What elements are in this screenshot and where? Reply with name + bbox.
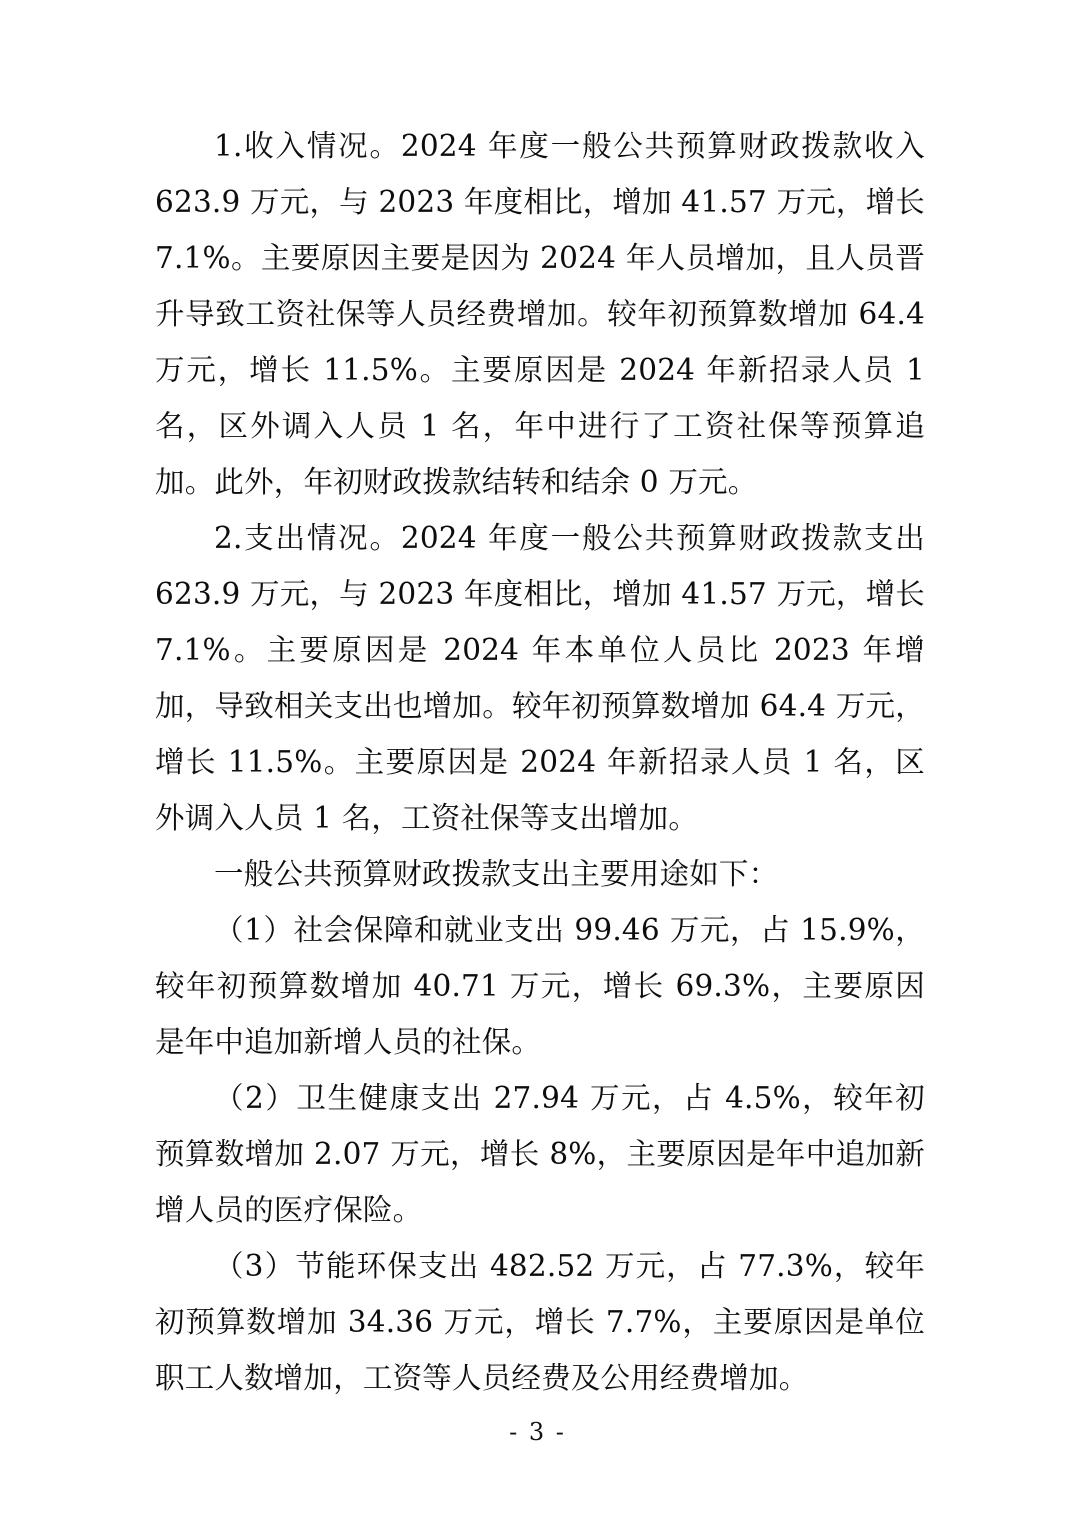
document-body — [155, 118, 935, 1406]
paragraph-expenditure-situation: 2.支出情况。2024 年度一般公共预算财政拨款支出 623.9 万元，与 2023 年度相比，增加 41.57 万元，增长 7.1%。主要原因是 2024 年本单位人员比 2023 年增加，导致相关支出也增加。较年初预算数增加 64.4 万元，增长 11.5%。主要原因是 2024 年新招录人员 1 名，区外调入人员 1 名，工资社保等支出增加。 — [155, 521, 935, 835]
paragraph-item-social-security: （1）社会保障和就业支出 99.46 万元，占 15.9%，较年初预算数增加 40.71 万元，增长 69.3%，主要原因是年中追加新增人员的社保。 — [155, 913, 925, 1059]
paragraph-income-situation: 1.收入情况。2024 年度一般公共预算财政拨款收入 623.9 万元，与 2023 年度相比，增加 41.57 万元，增长 7.1%。主要原因主要是因为 2024 年人员增加，且人员晋升导致工资社保等人员经费增加。较年初预算数增加 64.4 万元，增长 11.5%。主要原因是 2024 年新招录人员 1 名，区外调入人员 1 名，年中进行了工资社保等预算追加。此外，年初财政拨款结转和结余 0 万元。 — [155, 129, 935, 499]
paragraph-expenditure-usage-intro: 一般公共预算财政拨款支出主要用途如下： — [214, 857, 779, 891]
paragraph-item-energy-environment: （3）节能环保支出 482.52 万元，占 77.3%，较年初预算数增加 34.36 万元，增长 7.7%，主要原因是单位职工人数增加，工资等人员经费及公用经费增加。 — [155, 1249, 925, 1395]
page-number: - 3 - — [509, 1418, 566, 1446]
paragraph-item-health: （2）卫生健康支出 27.94 万元，占 4.5%，较年初预算数增加 2.07 万元，增长 8%，主要原因是年中追加新增人员的医疗保险。 — [155, 1081, 925, 1227]
